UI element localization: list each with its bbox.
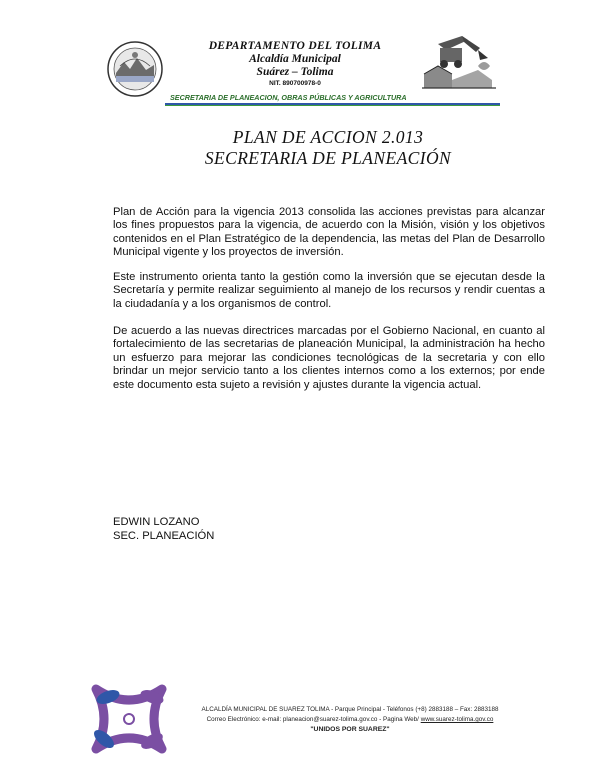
footer-address: ALCALDÍA MUNICIPAL DE SUAREZ TOLIMA - Parque Principal - Teléfonos (+8) 2883188 – Fax: 2883188 xyxy=(201,706,499,713)
document-subtitle: SECRETARIA DE PLANEACIÓN xyxy=(204,148,452,168)
footer-motto: "UNIDOS POR SUAREZ" xyxy=(310,726,390,733)
nit-text: NIT. 890700978-0 xyxy=(269,80,321,87)
secretaria-line: SECRETARIA DE PLANEACION, OBRAS PÚBLICAS Y AGRICULTURA xyxy=(170,93,407,102)
footer-email-text: Correo Electrónico: e-mail: planeacion@suarez-tolima.gov.co - Pagina Web/ xyxy=(206,716,421,723)
header-divider-green xyxy=(165,105,500,106)
footer-web-link[interactable]: www.suarez-tolima.gov.co xyxy=(420,716,494,723)
signatory-role: SEC. PLANEACIÓN xyxy=(113,530,215,542)
signatory-name: EDWIN LOZANO xyxy=(113,516,200,528)
body-paragraph-2: Este instrumento orienta tanto la gestión como la inversión que se ejecutan desde la Secretaría y permite realizar seguimiento al manejo de los recursos y rendir cuentas a la ciudadanía y a los organismos de control. xyxy=(113,271,545,310)
municipal-seal-icon xyxy=(106,40,164,98)
construction-crest-icon xyxy=(418,30,498,94)
unidos-por-suarez-logo-icon xyxy=(86,681,172,757)
footer-contact xyxy=(170,716,530,723)
alcaldia-heading: Alcaldía Municipal xyxy=(249,53,341,65)
body-paragraph-1: Plan de Acción para la vigencia 2013 consolida las acciones previstas para alcanzar los fines propuestos para la vigencia, de acuerdo con la Misión, visión y los objetivos contenidos en el Plan Estratégico de la dependencia, las metas del Plan de Desarrollo Municipal vigente y los proyectos de inversión. xyxy=(113,206,545,259)
body-paragraph-3: De acuerdo a las nuevas directrices marcadas por el Gobierno Nacional, en cuanto al fortalecimiento de las secretarias de planeación Municipal, la administración ha hecho un esfuerzo para mejorar las condiciones tecnológicas de la secretaria y con ello brindar un mejor servicio tanto a los clientes internos como a los externos; por ende este documento esta sujeto a revisión y ajustes durante la vigencia actual. xyxy=(113,325,545,391)
document-title: PLAN DE ACCION 2.013 xyxy=(232,127,424,147)
municipio-heading: Suárez – Tolima xyxy=(256,66,334,78)
department-heading: DEPARTAMENTO DEL TOLIMA xyxy=(208,40,382,52)
